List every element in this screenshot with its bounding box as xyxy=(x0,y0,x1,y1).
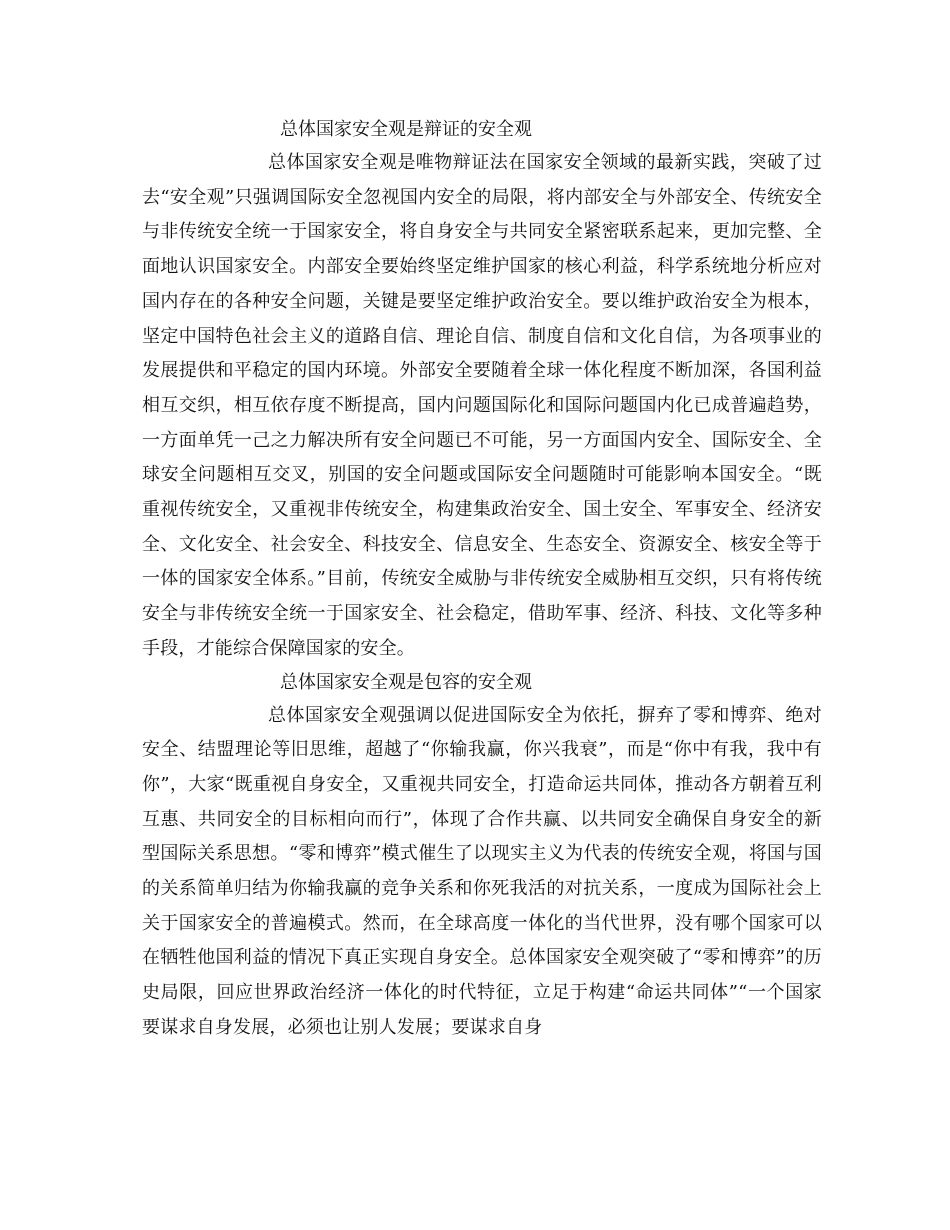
document-body xyxy=(142,114,822,1046)
section-paragraph-inclusive: 总体国家安全观强调以促进国际安全为依托，摒弃了零和博弈、绝对安全、结盟理论等旧思维，超越了“你输我赢，你兴我衰”，而是“你中有我，我中有你”，大家“既重视自身安全，又重视共同安全，打造命运共同体，推动各方朝着互利互惠、共同安全的目标相向而行”，体现了合作共赢、以共同安全确保自身安全的新型国际关系思想。“零和博弈”模式催生了以现实主义为代表的传统安全观，将国与国的关系简单归结为你输我赢的竞争关系和你死我活的对抗关系，一度成为国际社会上关于国家安全的普遍模式。然而，在全球高度一体化的当代世界，没有哪个国家可以在牺牲他国利益的情况下真正实现自身安全。总体国家安全观突破了“零和博弈”的历史局限，回应世界政治经济一体化的时代特征，立足于构建“命运共同体”“一个国家要谋求自身发展，必须也让别人发展；要谋求自身 xyxy=(142,704,822,1038)
section-heading-inclusive: 总体国家安全观是包容的安全观 xyxy=(280,671,532,693)
section-heading-dialectical: 总体国家安全观是辩证的安全观 xyxy=(280,119,532,140)
section-paragraph-dialectical: 总体国家安全观是唯物辩证法在国家安全领域的最新实践，突破了过去“安全观”只强调国际安全忽视国内安全的局限，将内部安全与外部安全、传统安全与非传统安全统一于国家安全，将自身安全与共同安全紧密联系起来，更加完整、全面地认识国家安全。内部安全要始终坚定维护国家的核心利益，科学系统地分析应对国内存在的各种安全问题，关键是要坚定维护政治安全。要以维护政治安全为根本，坚定中国特色社会主义的道路自信、理论自信、制度自信和文化自信，为各项事业的发展提供和平稳定的国内环境。外部安全要随着全球一体化程度不断加深，各国利益相互交织，相互依存度不断提高，国内问题国际化和国际问题国内化已成普遍趋势，一方面单凭一己之力解决所有安全问题已不可能，另一方面国内安全、国际安全、全球安全问题相互交叉，别国的安全问题或国际安全问题随时可能影响本国安全。“既重视传统安全，又重视非传统安全，构建集政治安全、国土安全、军事安全、经济安全、文化安全、社会安全、科技安全、信息安全、生态安全、资源安全、核安全等于一体的国家安全体系。”目前，传统安全威胁与非传统安全威胁相互交织，只有将传统安全与非传统安全统一于国家安全、社会稳定，借助军事、经济、科技、文化等多种手段，才能综合保障国家的安全。 xyxy=(142,152,822,659)
